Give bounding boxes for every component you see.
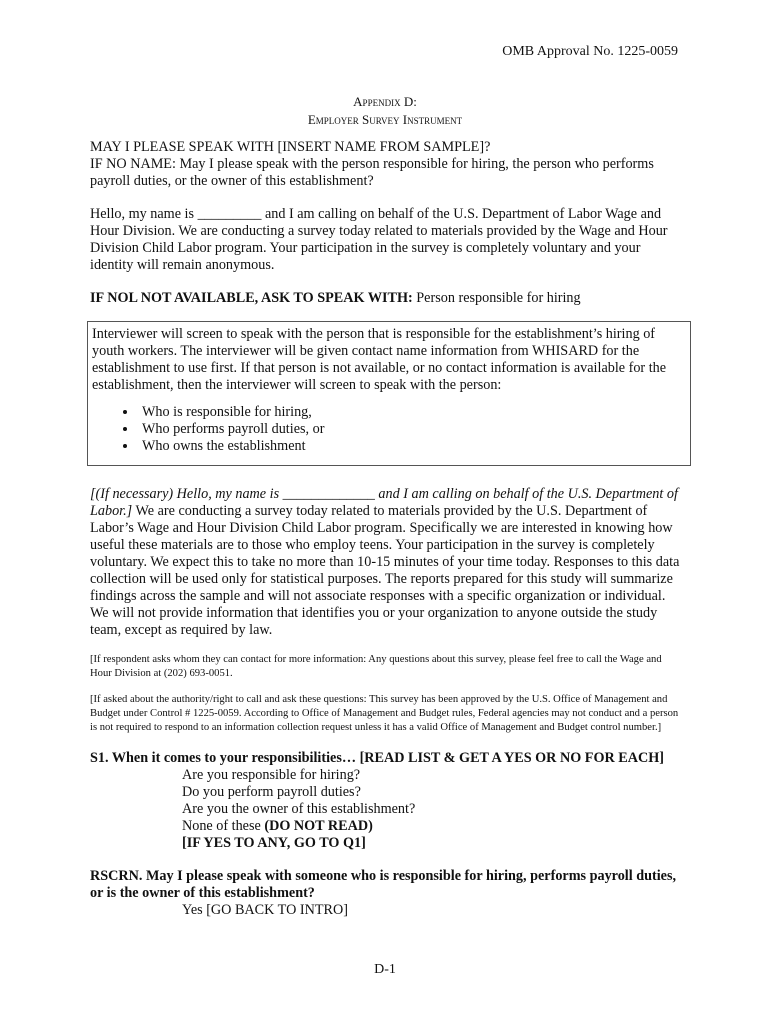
not-available-target: Person responsible for hiring [412,290,581,306]
authority-note: [If asked about the authority/right to call and ask these questions: This survey has been approved by the U.S. Office of Management and Budget under Control # 1225-0059. According to Office of Management and Budget rules, Federal agencies may not conduct and a person is not required to respond to an information collection request unless it has a valid Office of Management and Budget control number.] [90,694,679,733]
s1-skip-instruction: [IF YES TO ANY, GO TO Q1] [182,835,366,851]
screen-criterion: • Who performs payroll duties, or [138,421,684,438]
screen-criterion: • Who is responsible for hiring, [138,404,684,421]
contact-info-note: [If respondent asks whom they can contact for more information: Any questions about this survey, please feel free to call the Wage and Hour Division at (202) 693-0051. [90,654,662,679]
omb-approval-number: OMB Approval No. 1225-0059 [502,44,678,59]
intro-request-line: MAY I PLEASE SPEAK WITH [INSERT NAME FROM SAMPLE]? [90,139,491,155]
script-optional-greeting: [(If necessary) Hello, my name is _____________ and I am calling on behalf of the U.S. Department of Labor.] [90,486,678,519]
rscrn-question: RSCRN. May I please speak with someone who is responsible for hiring, performs payroll duties, or is the owner of this establishment? [90,868,677,901]
s1-question: S1. When it comes to your responsibilities… [READ LIST & GET A YES OR NO FOR EACH] [90,750,665,766]
screen-criterion: • Who owns the establishment [138,438,684,455]
s1-do-not-read: (DO NOT READ) [264,818,373,834]
s1-option: Are you responsible for hiring? [182,767,361,783]
intro-no-name-line: IF NO NAME: May I please speak with the person responsible for hiring, the person who performs payroll duties, or the owner of this establishment? [90,156,654,189]
script-body: We are conducting a survey today related to materials provided by the U.S. Department of Labor’s Wage and Hour Division Child Labor program. Specifically we are interested in knowing how useful these materials are to those who employ teens. Your participation in the survey is completely voluntary. We expect this to take no more than 10-15 minutes of your time today. Responses to this data collection will be used only for statistical purposes. The reports prepared for this study will summarize findings across the sample and will not associate responses with a specific organization or individual. We will not provide information that identifies you or your organization to anyone outside the study team, except as required by law. [90,503,680,638]
appendix-subtitle: Employer Survey Instrument [307,112,463,127]
s1-none-option [90,818,682,835]
screen-box-text: Interviewer will screen to speak with the person that is responsible for the establishment’s hiring of youth workers. The interviewer will be given contact name information from WHISARD for the establishment to use first. If that person is not available, or no contact information is available for the establishment, then the interviewer will screen to speak with the person: [92,326,667,393]
rscrn-option: Yes [GO BACK TO INTRO] [182,902,348,918]
s1-none-label: None of these [182,818,265,834]
interviewer-screen-box [87,321,691,466]
appendix-heading [0,93,770,129]
script-paragraph [90,486,682,639]
not-available-label: IF NOL NOT AVAILABLE, ASK TO SPEAK WITH: [90,290,413,306]
page-number: D-1 [374,962,396,977]
s1-option: Are you the owner of this establishment? [182,801,416,817]
intro-hello-paragraph: Hello, my name is _________ and I am calling on behalf of the U.S. Department of Labor Wage and Hour Division. We are conducting a survey today related to materials provided by the Wage and Hour Division Child Labor program. Your participation in the survey is completely voluntary and your identity will remain anonymous. [90,206,668,273]
screen-criteria-list [92,404,684,455]
s1-option: Do you perform payroll duties? [182,784,361,800]
not-available-instruction [90,290,682,307]
appendix-title: Appendix D: [353,94,417,109]
document-body [90,139,682,919]
